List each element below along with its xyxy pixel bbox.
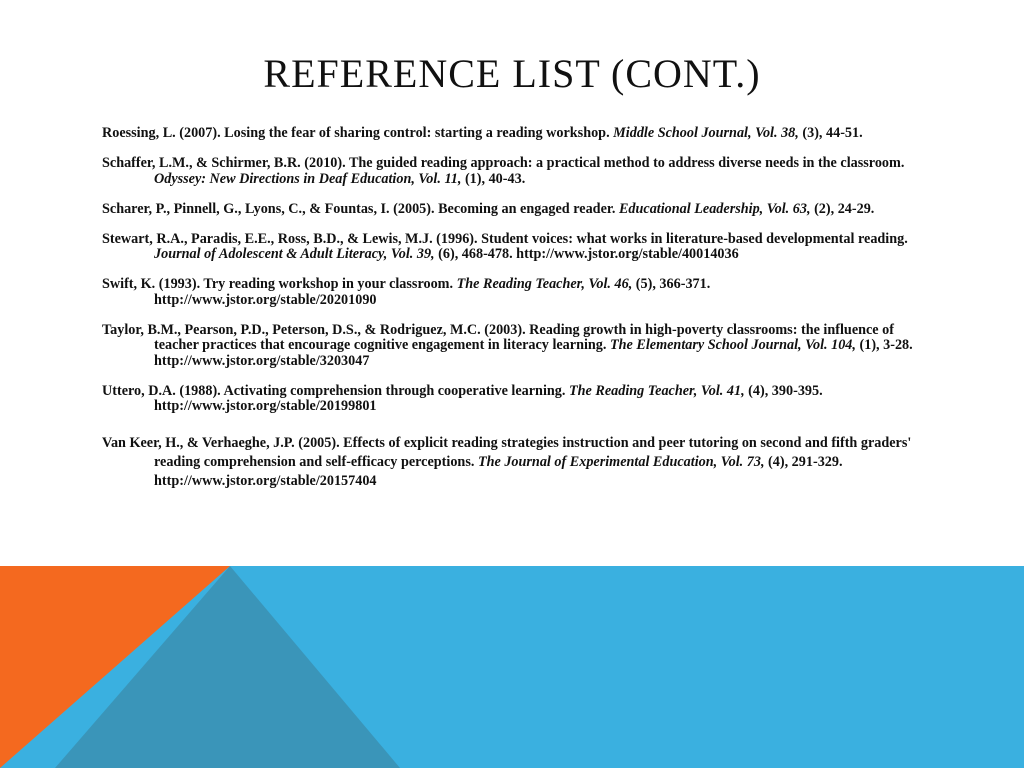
reference-journal: Educational Leadership, Vol. 63, [618,200,811,217]
slide-title: REFERENCE LIST (CONT.) [263,51,761,96]
reference-journal: The Reading Teacher, Vol. 46, [456,276,633,292]
reference-citation: Stewart, R.A., Paradis, E.E., Ross, B.D., & Lewis, M.J. (1996). Student voices: what works in literature-based developmental reading. [102,230,908,247]
reference-entry [102,202,927,218]
reference-journal: The Journal of Experimental Education, Vol. 73, [477,453,765,470]
reference-citation: Schaffer, L.M., & Schirmer, B.R. (2010). The guided reading approach: a practical method to address diverse needs in the classroom. [102,155,905,171]
reference-citation: Swift, K. (1993). Try reading workshop in your classroom. [102,276,457,292]
reference-entry [102,232,927,263]
reference-entry [102,384,927,415]
decorative-footer-band [0,566,1024,768]
reference-journal: Middle School Journal, Vol. 38, [613,125,799,141]
reference-journal: The Reading Teacher, Vol. 41, [568,382,745,399]
reference-details: (5), 366-371. http://www.jstor.org/stable/20201090 [154,276,711,308]
reference-citation: Roessing, L. (2007). Losing the fear of sharing control: starting a reading workshop. [102,125,614,141]
reference-citation: Taylor, B.M., Pearson, P.D., Peterson, D.S., & Rodriguez, M.C. (2003). Reading growth in high-poverty classrooms: the influence of teacher practices that encourage cognitive engagement in literacy learning. [102,321,894,353]
reference-details: (1), 3-28. http://www.jstor.org/stable/3203047 [154,337,913,369]
reference-entry [102,434,927,491]
reference-entry [102,126,927,142]
reference-details: (4), 291-329. http://www.jstor.org/stable/20157404 [154,453,843,489]
reference-details: (6), 468-478. http://www.jstor.org/stable/40014036 [434,246,739,262]
reference-citation: Van Keer, H., & Verhaeghe, J.P. (2005). Effects of explicit reading strategies instruction and peer tutoring on second and fifth graders' reading comprehension and self-efficacy perceptions. [102,434,912,470]
reference-details: (1), 40-43. [461,170,526,187]
reference-journal: The Elementary School Journal, Vol. 104, [610,337,856,353]
reference-journal: Odyssey: New Directions in Deaf Education, Vol. 11, [154,170,462,187]
reference-journal: Journal of Adolescent & Adult Literacy, Vol. 39, [154,246,435,262]
reference-citation: Uttero, D.A. (1988). Activating comprehension through cooperative learning. [102,382,569,399]
reference-entry [102,323,927,370]
reference-details: (2), 24-29. [810,200,875,217]
reference-entry [102,156,927,187]
reference-list [102,126,927,505]
reference-details: (3), 44-51. [798,125,863,141]
reference-entry [102,277,927,308]
reference-details: (4), 390-395. http://www.jstor.org/stable/20199801 [154,382,823,414]
reference-citation: Scharer, P., Pinnell, G., Lyons, C., & Fountas, I. (2005). Becoming an engaged reader. [102,200,619,217]
